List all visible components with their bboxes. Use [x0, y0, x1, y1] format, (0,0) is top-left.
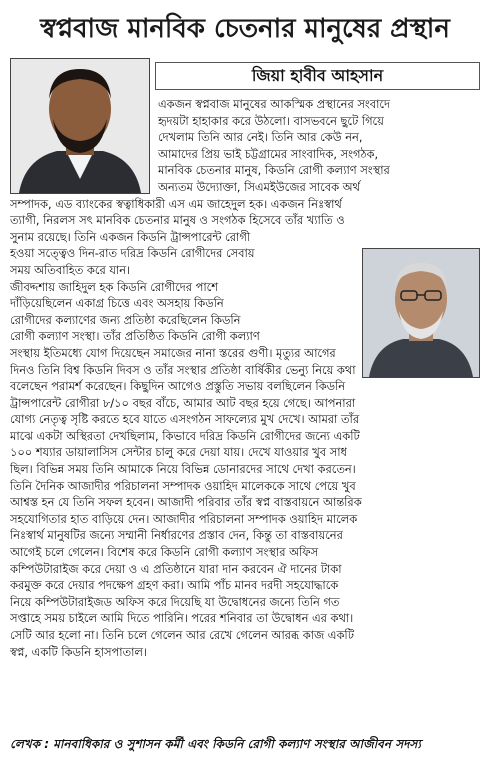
body-line: আমাদের প্রিয় ভাই চট্টগ্রামের সাংবাদিক, সংগঠক,: [158, 146, 379, 161]
article-headline: স্বপ্নবাজ মানবিক চেতনার মানুষের প্রস্থান: [40, 14, 450, 44]
body-line: দাঁড়িয়েছিলেন একাগ্র চিত্তে এবং অসহায় কিডনি: [10, 296, 224, 311]
body-line: নিঃস্বার্থ মানুষটির জন্যে সম্মানী নির্ধারণের প্রস্তাব দেন, কিন্তু তা বাস্তবায়নের: [10, 528, 343, 543]
body-line: আশ্বস্ত হন যে তিনি সফল হবেন। আজাদী পরিবার তাঁর স্বপ্ন বাস্তবায়নে আন্তরিক: [10, 495, 362, 510]
body-line: দিনও তিনি বিশ্ব কিডনি দিবস ও তাঁর সংস্থার প্রতিষ্ঠা বার্ষিকীর ভেন্যু নিয়ে কথা: [10, 362, 356, 377]
body-line: সুনাম রয়েছে। তিনি একজন কিডনি ট্রান্সপারেন্ট রোগী: [10, 229, 251, 244]
body-line: সময় অতিবাহিত করে যান।: [10, 262, 131, 277]
body-line: ত্যাগী, নিরলস সৎ মানবিক চেতনার মানুষ ও সংগঠক হিসেবে তাঁর খ্যাতি ও: [10, 213, 345, 228]
body-line: সহযোগিতার হাত বাড়িয়ে দেন। আজাদীর পরিচালনা সম্পাদক ওয়াহিদ মালেক: [10, 511, 358, 526]
body-line: নিয়ে কম্পিউটারাইজড অফিস করে দিয়েছি যা উদ্বোধনের জন্যে তিনি গত: [10, 594, 340, 609]
body-line: তিনি দৈনিক আজাদীর পরিচালনা সম্পাদক ওয়াহিদ মালেককে সাথে পেয়ে খুব: [10, 478, 356, 493]
author-byline: জিয়া হাবীব আহসান: [155, 62, 480, 90]
body-line: রোগীদের কল্যাণের জন্য প্রতিষ্ঠা করেছিলেন কিডনি: [10, 312, 241, 327]
body-line: মাঝে একটা অস্থিরতা দেখছিলাম, কিভাবে দরিদ্র কিডনি রোগীদের জন্যে একটি: [10, 428, 360, 443]
body-line: বলেছেন পরামর্শ করেছেন। কিছুদিন আগেও প্রস্তুতি সভায় বলছিলেন কিডনি: [10, 379, 346, 394]
author-credit-footer: লেখক : মানবাধিকার ও সুশাসন কর্মী এবং কিডনি রোগী কল্যাণ সংস্থার আজীবন সদস্য: [10, 737, 421, 751]
body-line: জীবদ্দশায় জাহিদুল হক কিডনি রোগীদের পাশে: [10, 279, 218, 294]
body-line: সেটি আর হলো না। তিনি চলে গেলেন আর রেখে গেলেন আরব্ধ কাজ একটি: [10, 628, 354, 642]
body-line: রোগী কল্যাণ সংস্থা। তাঁর প্রতিষ্ঠিত কিডনি রোগী কল্যাণ: [10, 329, 260, 344]
article-body: [10, 96, 482, 660]
body-line: সম্পাদক, এড ব্যাংকের স্বত্বাধিকারী এস এম জাহেদুল হক। একজন নিঃস্বার্থ: [10, 196, 342, 211]
body-line: আগেই চলে গেলেন। বিশেষ করে কিডনি রোগী কল্যাণ সংস্থার অফিস: [10, 545, 319, 560]
body-line: ১০০ শয্যার ডায়ালাসিস সেন্টার চালু করে দেয়া যায়। দেখে যাওয়ার খুব সাধ: [10, 445, 347, 460]
body-line: দেখলাম তিনি আর নেই। তিনি আর কেউ নন,: [158, 130, 363, 145]
body-line: ট্রান্সপারেন্ট রোগীরা ৮/১০ বছর বাঁচে, আমার আট বছর হয়ে গেছে। আপনারা: [10, 395, 356, 410]
body-line: সপ্তাহে সময় চাইলে আমি দিতে পারিনি। পরের শনিবার তা উদ্বোধন এর কথা।: [10, 611, 354, 626]
body-line: করমুক্ত করে দেয়ার পদক্ষেপ গ্রহণ করা। আমি পাঁচ মানব দরদী সহযোদ্ধাকে: [10, 578, 339, 593]
body-line: হওয়া সত্ত্বেও দিন-রাত দরিদ্র কিডনি রোগীদের সেবায়: [10, 246, 255, 261]
body-line: কম্পিউটারাইজ করে দেয়া ও এ প্রতিষ্ঠানে যারা দান করবেন ঐ দানের টাকা: [10, 561, 342, 576]
body-line: অন্যতম উদ্যোক্তা, সিএমইউজের সাবেক অর্থ: [158, 179, 360, 194]
body-line: হৃদয়টা হাহাকার করে উঠলো। বাসভবনে ছুটে গিয়ে: [158, 113, 384, 128]
body-line: যোগ্য নেতৃত্ব সৃষ্টি করতে হবে যাতে এসংগঠন সাফল্যের মুখ দেখে। আমরা তাঁর: [10, 412, 360, 427]
body-line: ছিল। বিভিন্ন সময় তিনি আমাকে নিয়ে বিভিন্ন ডোনারদের সাথে দেখা করতেন।: [10, 462, 356, 477]
body-line: সংস্থায় ইতিমধ্যে যোগ দিয়েছেন সমাজের নানা স্তরের গুণী। মৃত্যুর আগের: [10, 345, 336, 360]
body-line: স্বপ্ন, একটি কিডনি হাসপাতাল।: [10, 644, 147, 659]
body-line: মানবিক চেতনার মানুষ, কিডনি রোগী কল্যাণ সংস্থার: [158, 163, 390, 178]
body-line: একজন স্বপ্নবাজ মানুষের আকস্মিক প্রস্থানের সংবাদে: [158, 97, 390, 111]
